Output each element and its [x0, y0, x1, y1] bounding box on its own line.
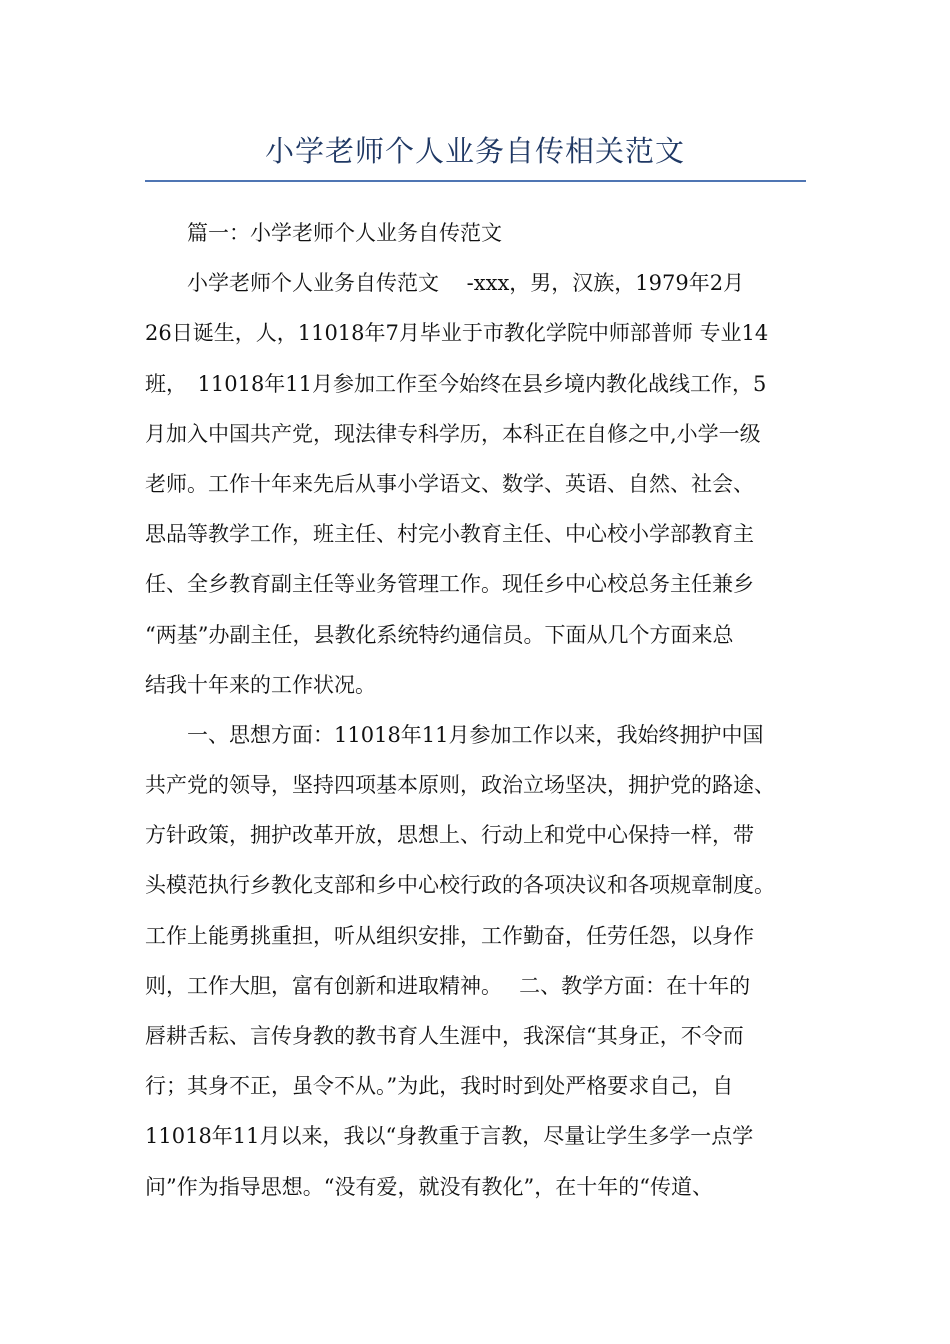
- body-line: 月加入中国共产党，现法律专科学历，本科正在自修之中,小学一级: [145, 421, 761, 446]
- body-line: 共产党的领导，坚持四项基本原则，政治立场坚决，拥护党的路途、: [145, 773, 775, 798]
- body-line: 方针政策，拥护改革开放，思想上、行动上和党中心保持一样，带: [145, 823, 754, 848]
- body-line: 老师。工作十年来先后从事小学语文、数学、英语、自然、社会、: [145, 471, 754, 496]
- body-line: 任、全乡教育副主任等业务管理工作。现任乡中心校总务主任兼乡: [145, 572, 754, 597]
- body-line: 26日诞生，人，11018年7月毕业于市教化学院中师部普师 专业14: [145, 321, 769, 346]
- body-line: 小学老师个人业务自传范文 -xxx，男，汉族，1979年2月: [145, 271, 745, 296]
- body-line: 篇一：小学老师个人业务自传范文: [145, 221, 502, 245]
- body-line: 班， 11018年11月参加工作至今始终在县乡境内教化战线工作，5: [145, 371, 767, 396]
- body-line: 头模范执行乡教化支部和乡中心校行政的各项决议和各项规章制度。: [145, 873, 775, 898]
- body-line: 行；其身不正，虽令不从。”为此，我时时到处严格要求自己，自: [145, 1074, 734, 1099]
- body-line: 则，工作大胆，富有创新和进取精神。 二、教学方面：在十年的: [145, 973, 751, 998]
- body-line: 工作上能勇挑重担，听从组织安排，工作勤奋，任劳任怨，以身作: [145, 923, 754, 948]
- body-line: 结我十年来的工作状况。: [145, 672, 376, 697]
- body-line: “两基”办副主任，县教化系统特约通信员。下面从几个方面来总: [145, 622, 734, 647]
- document-title: 小学老师个人业务自传相关范文: [264, 134, 685, 168]
- body-line: 问”作为指导思想。“没有爱，就没有教化”，在十年的“传道、: [145, 1174, 713, 1199]
- document-body: [145, 208, 817, 1212]
- title-underline: [145, 180, 806, 182]
- body-line: 思品等教学工作，班主任、村完小教育主任、中心校小学部教育主: [145, 522, 754, 547]
- body-line: 唇耕舌耘、言传身教的教书育人生涯中，我深信“其身正，不令而: [145, 1024, 744, 1048]
- body-line: 一、思想方面：11018年11月参加工作以来，我始终拥护中国: [145, 722, 764, 747]
- body-line: 11018年11月以来，我以“身教重于言教，尽量让学生多学一点学: [145, 1124, 754, 1149]
